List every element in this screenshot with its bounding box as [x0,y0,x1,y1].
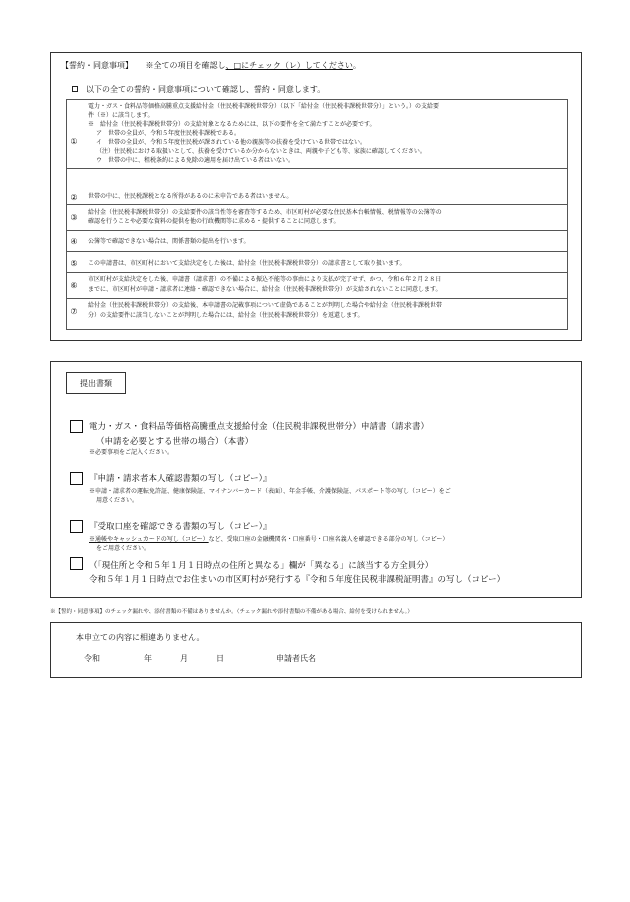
doc1-checkbox[interactable] [70,420,83,433]
item-6-number: ⑥ [70,281,78,290]
doc2-checkbox[interactable] [70,472,83,485]
row-divider [66,168,567,169]
doc1-note: ※必要事項をご記入ください。 [89,449,174,456]
item-1-line6: （注）住民税における取扱いとして、扶養を受けているか分からないときは、両親や子ども等、家族に確認してください。 [96,148,426,155]
item-1-line2: 件（※）に該当します。 [88,112,154,119]
item-1-number: ① [70,137,78,146]
date-month: 月 [180,654,188,663]
date-day: 日 [216,654,224,663]
item-2-number: ② [70,193,78,202]
doc3-note [89,536,448,544]
doc1-line2: （申請を必要とする世帯の場合）（本書） [96,437,254,447]
item-2-text: 世帯の中に、住民税課税となる所得があるのに未申告である者はいません。 [88,193,293,200]
declaration-section [50,622,582,678]
agree-all-label: 以下の全ての誓約・同意事項について確認し、誓約・同意します。 [86,85,326,94]
doc4-line1: （「現住所と令和５年１月１日時点の住所と異なる」欄が「異なる」に該当する方全員分） [89,561,434,571]
row-divider [66,230,567,231]
item-3-number: ③ [70,213,78,222]
item-1-line7: ウ 世帯の中に、租税条約による免除の適用を届け出ている者はいない。 [96,157,295,164]
doc3-title: 『受取口座を確認できる書類の写し（コピー）』 [89,522,272,532]
row-divider [66,272,567,273]
documents-title: 提出書類 [66,372,126,394]
pledge-header-note: ※全ての項目を確認し [145,61,226,70]
footer-note: ※【誓約・同意事項】のチェック漏れや、添付書類の不備はありませんか。（チェック漏れや添付書類の不備がある場合、給付を受けられません。） [50,609,413,615]
item-1-line4: ア 世帯の全員が、令和５年度住民税非課税である。 [96,130,241,137]
pledge-header-note-suffix: 。 [352,61,361,70]
pledge-header-label: 【誓約・同意事項】 [61,61,133,70]
date-year: 年 [144,654,152,663]
doc3-note2: をご用意ください。 [96,545,151,552]
doc4-checkbox[interactable] [70,557,83,570]
pledge-header [61,60,361,71]
item-1-line3: ※ 給付金（住民税非課税世帯分）の支給対象となるためには、以下の要件を全て満たすことが必要です。 [88,121,376,128]
row-divider [66,251,567,252]
declaration-statement: 本申立ての内容に相違ありません。 [76,633,205,642]
pledge-header-note-underlined: 、□にチェック（レ）してください [225,61,353,70]
item-1-line5: イ 世帯の全員が、令和５年度住民税が課されている他の親族等の扶養を受けている世帯ではない。 [96,139,367,146]
item-4-text: 公簿等で確認できない場合は、関係書類の提出を行います。 [88,238,250,245]
doc3-note-rest: など、受取口座の金融機関名・口座番号・口座名義人を確認できる部分の写し（コピー） [208,536,449,543]
doc4-line2: 令和５年１月１日時点でお住まいの市区町村が発行する『令和５年度住民税非課税証明書』の写し（コピー） [89,575,506,585]
doc3-checkbox[interactable] [70,520,83,533]
doc2-note2: 用意ください。 [96,497,139,504]
applicant-name-label: 申請者氏名 [276,654,316,663]
row-divider [66,298,567,299]
item-3-line1: 給付金（住民税非課税世帯分）の支給要件の該当性等を審査等するため、市区町村が必要な住民基本台帳情報、税情報等の公簿等の [88,209,442,216]
item-5-number: ⑤ [70,259,78,268]
doc3-note-underlined: ※通帳やキャッシュカードの写し（コピー） [89,536,209,543]
doc1-line1: 電力・ガス・食料品等価格高騰重点支援給付金（住民税非課税世帯分）申請書（請求書） [89,422,430,432]
item-1-line1: 電力・ガス・食料品等価格高騰重点支援給付金（住民税非課税世帯分）（以下「給付金（住民税非課税世帯分）」という。）の支給要 [88,103,440,110]
item-3-line2: 確認を行うことや必要な資料の提供を他の行政機関等に求める・提供することに同意します。 [88,218,340,225]
item-4-number: ④ [70,237,78,246]
agree-all-checkbox[interactable] [72,86,78,92]
item-7-number: ⑦ [70,307,78,316]
item-6-line2: までに、市区町村が申請・請求者に連絡・確認できない場合に、給付金（住民税非課税世帯分）が支給されないことに同意します。 [88,286,442,293]
item-6-line1: 市区町村が支給決定をした後、申請書（請求書）の不備による振込不能等の事由により支払が完了せず、かつ、令和６年２月２８日 [88,276,442,283]
doc2-note1: ※申請・請求者の運転免許証、健康保険証、マイナンバーカード（表面）、年金手帳、介護保険証、パスポート等の写し（コピー）をご [89,488,451,495]
item-7-line1: 給付金（住民税非課税世帯分）の支給後、本申請書の記載事項について虚偽であることが判明した場合や給付金（住民税非課税世帯 [88,302,442,309]
date-era: 令和 [84,654,100,663]
item-5-text: この申請書は、市区町村において支給決定をした後は、給付金（住民税非課税世帯分）の請求書として取り扱います。 [88,260,406,267]
row-divider [66,204,567,205]
doc2-title: 『申請・請求者本人確認書類の写し（コピー）』 [89,474,272,484]
item-7-line2: 分）の支給要件に該当しないことが判明した場合には、給付金（住民税非課税世帯分）を返還します。 [88,312,364,319]
